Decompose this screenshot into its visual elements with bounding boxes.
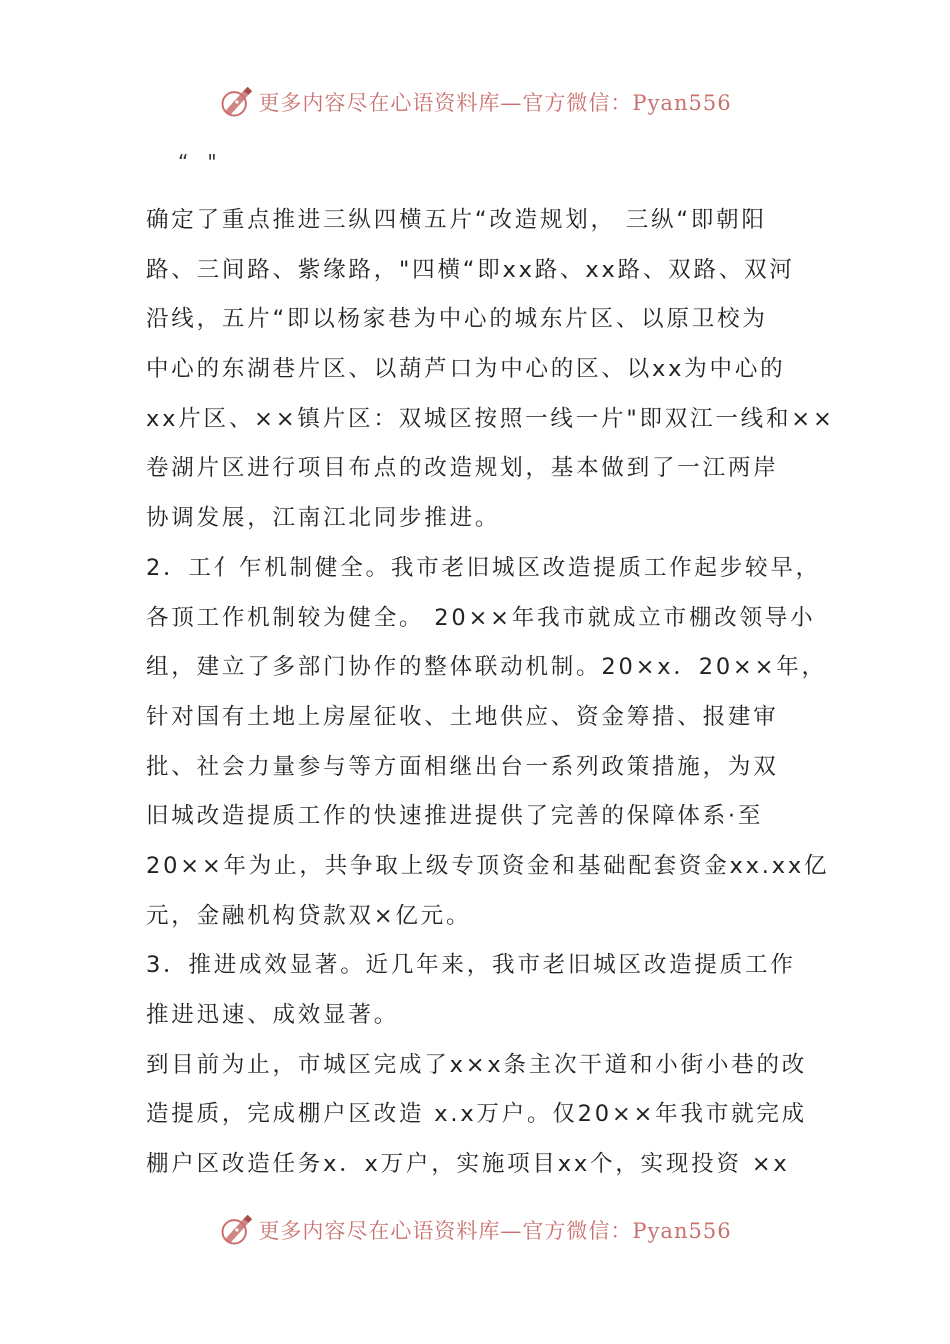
- text-line: 路、三间路、紫缘路，"四横“即xx路、xx路、双路、双河: [146, 256, 795, 283]
- text-line: xx片区、××镇片区：双城区按照一线一片"即双江一线和××: [146, 405, 835, 432]
- stray-quote-marks: “ ": [178, 150, 217, 174]
- text-line: 中心的东湖巷片区、以葫芦口为中心的区、以xx为中心的: [146, 356, 786, 383]
- document-body: [146, 196, 835, 1190]
- text-line: 棚户区改造任务x．x万户，实施项目xx个，实现投资 ×x: [146, 1151, 790, 1178]
- text-line: 卷湖片区进行项目布点的改造规划，基本做到了一江两岸: [146, 455, 779, 482]
- text-line: 2．工亻乍机制健全。我市老旧城区改造提质工作起步较早，: [146, 554, 821, 581]
- text-line: 批、社会力量参与等方面相继出台一系列政策措施，为双: [146, 753, 779, 780]
- header-banner-text: 更多内容尽在心语资料库—官方微信：Pyan556: [258, 91, 732, 115]
- text-line: 3．推进成效显著。近几年来，我市老旧城区改造提质工作: [146, 952, 796, 979]
- text-line: 20××年为止，共争取上级专顶资金和基础配套资金xx.xx亿: [146, 852, 830, 879]
- text-line: 造提质，完成棚户区改造 x.x万户。仅20××年我市就完成: [146, 1101, 807, 1128]
- footer-banner-text: 更多内容尽在心语资料库—官方微信：Pyan556: [258, 1219, 732, 1243]
- text-line: 旧城改造提质工作的快速推进提供了完善的保障体系·至: [146, 803, 764, 830]
- text-line: 各顶工作机制较为健全。 20××年我市就成立市棚改领导小: [146, 604, 816, 631]
- text-line: 元，金融机构贷款双×亿元。: [146, 902, 472, 929]
- text-line: 沿线，五片“即以杨家巷为中心的城东片区、以原卫校为: [146, 306, 768, 333]
- text-line: 组，建立了多部门协作的整体联动机制。20×x．20××年，: [146, 654, 827, 681]
- pen-nib-icon: [218, 84, 254, 120]
- text-line: 针对国有土地上房屋征收、土地供应、资金筹措、报建审: [146, 703, 779, 730]
- header-banner: [0, 80, 950, 124]
- text-line: 确定了重点推进三纵四横五片“改造规划， 三纵“即朝阳: [146, 207, 767, 233]
- footer-banner: [0, 1208, 950, 1252]
- pen-nib-icon: [218, 1212, 254, 1248]
- text-line: 协调发展，江南江北同步推进。: [146, 505, 501, 532]
- text-line: 推进迅速、成效显著。: [146, 1002, 400, 1028]
- text-line: 到目前为止，市城区完成了x×x条主次干道和小街小巷的改: [146, 1051, 808, 1078]
